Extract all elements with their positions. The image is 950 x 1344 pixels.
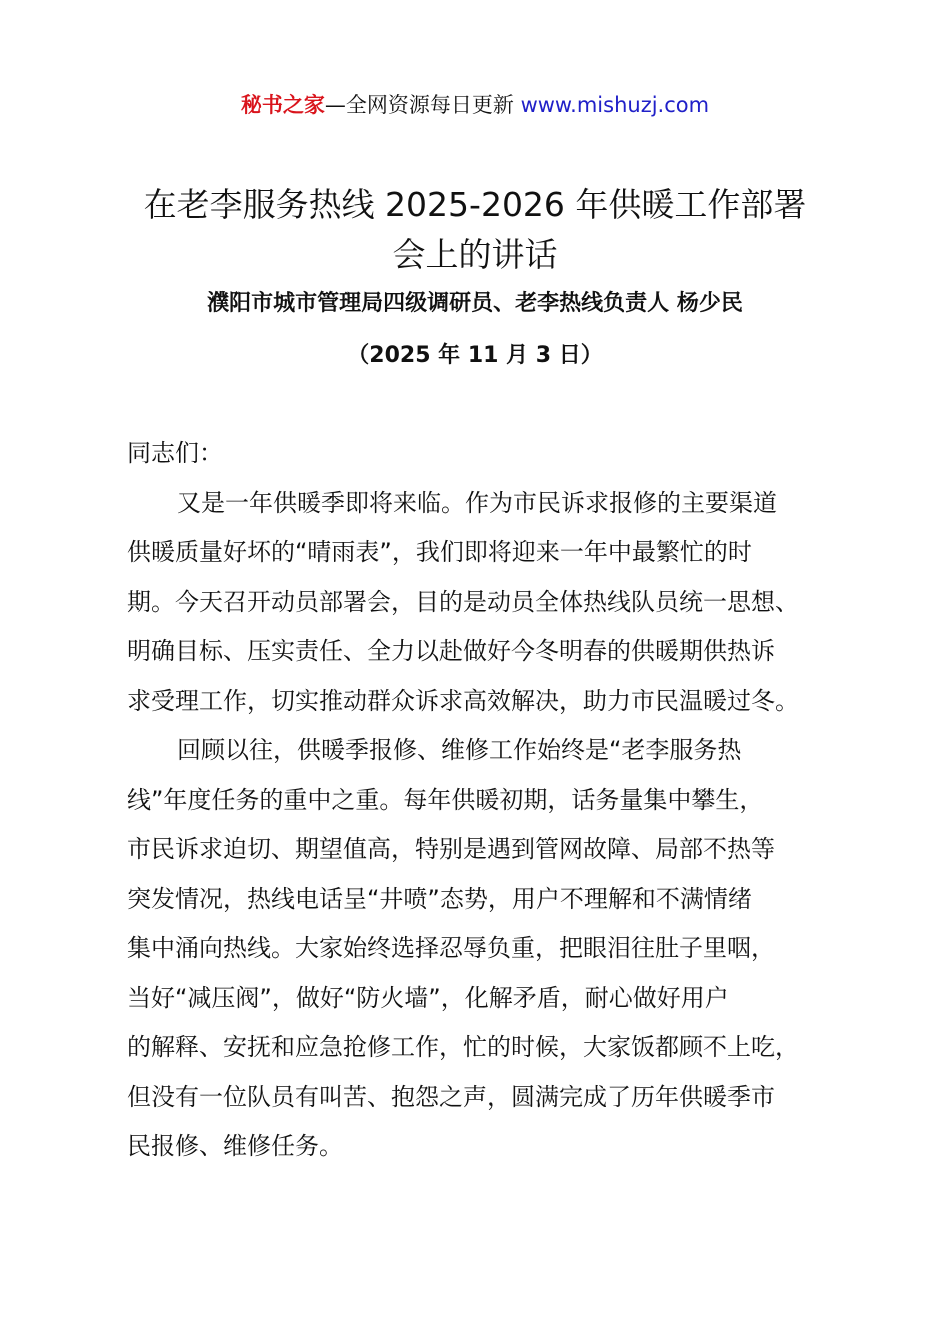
paragraph-2-line: 回顾以往，供暖季报修、维修工作始终是“老李服务热 xyxy=(177,736,742,764)
document-title xyxy=(100,180,850,280)
site-url-link[interactable]: www.mishuzj.com xyxy=(520,93,710,117)
paragraph-1-line: 明确目标、压实责任、全力以赴做好今冬明春的供暖期供热诉 xyxy=(127,637,775,665)
paragraph-2-line: 市民诉求迫切、期望值高，特别是遇到管网故障、局部不热等 xyxy=(127,835,775,863)
speech-date: （2025 年 11 月 3 日） xyxy=(347,343,603,368)
paragraph-1-line: 又是一年供暖季即将来临。作为市民诉求报修的主要渠道 xyxy=(177,488,777,517)
site-tagline: —全网资源每日更新 xyxy=(324,93,521,117)
paragraph-1-line: 求受理工作，切实推动群众诉求高效解决，助力市民温暖过冬。 xyxy=(127,686,799,715)
title-line-2: 会上的讲话 xyxy=(392,235,558,274)
paragraph-2-line: 当好“减压阀”，做好“防火墙”，化解矛盾，耐心做好用户 xyxy=(127,983,729,1012)
paragraph-1-line: 供暖质量好坏的“晴雨表”，我们即将迎来一年中最繁忙的时 xyxy=(127,538,752,566)
paragraph-2-line: 线”年度任务的重中之重。每年供暖初期，话务量集中攀生， xyxy=(127,785,764,814)
paragraph-2-line: 的解释、安抚和应急抢修工作，忙的时候，大家饭都顾不上吃， xyxy=(127,1033,799,1061)
site-banner xyxy=(0,88,950,122)
paragraph-2-line: 突发情况，热线电话呈“井喷”态势，用户不理解和不满情绪 xyxy=(127,884,752,913)
paragraph-1-line: 期。今天召开动员部署会，目的是动员全体热线队员统一思想、 xyxy=(127,587,799,616)
paragraph-2-line: 民报修、维修任务。 xyxy=(127,1132,343,1160)
salutation: 同志们： xyxy=(127,439,223,467)
paragraph-2-line: 但没有一位队员有叫苦、抱怨之声，圆满完成了历年供暖季市 xyxy=(127,1082,775,1111)
paragraph-2-line: 集中涌向热线。大家始终选择忍辱负重，把眼泪往肚子里咽， xyxy=(127,934,775,962)
title-line-1: 在老李服务热线 2025-2026 年供暖工作部署 xyxy=(143,185,807,224)
speaker-byline: 濮阳市城市管理局四级调研员、老李热线负责人 杨少民 xyxy=(207,291,743,316)
site-brand: 秘书之家 xyxy=(240,93,325,117)
speech-body xyxy=(127,429,847,1172)
